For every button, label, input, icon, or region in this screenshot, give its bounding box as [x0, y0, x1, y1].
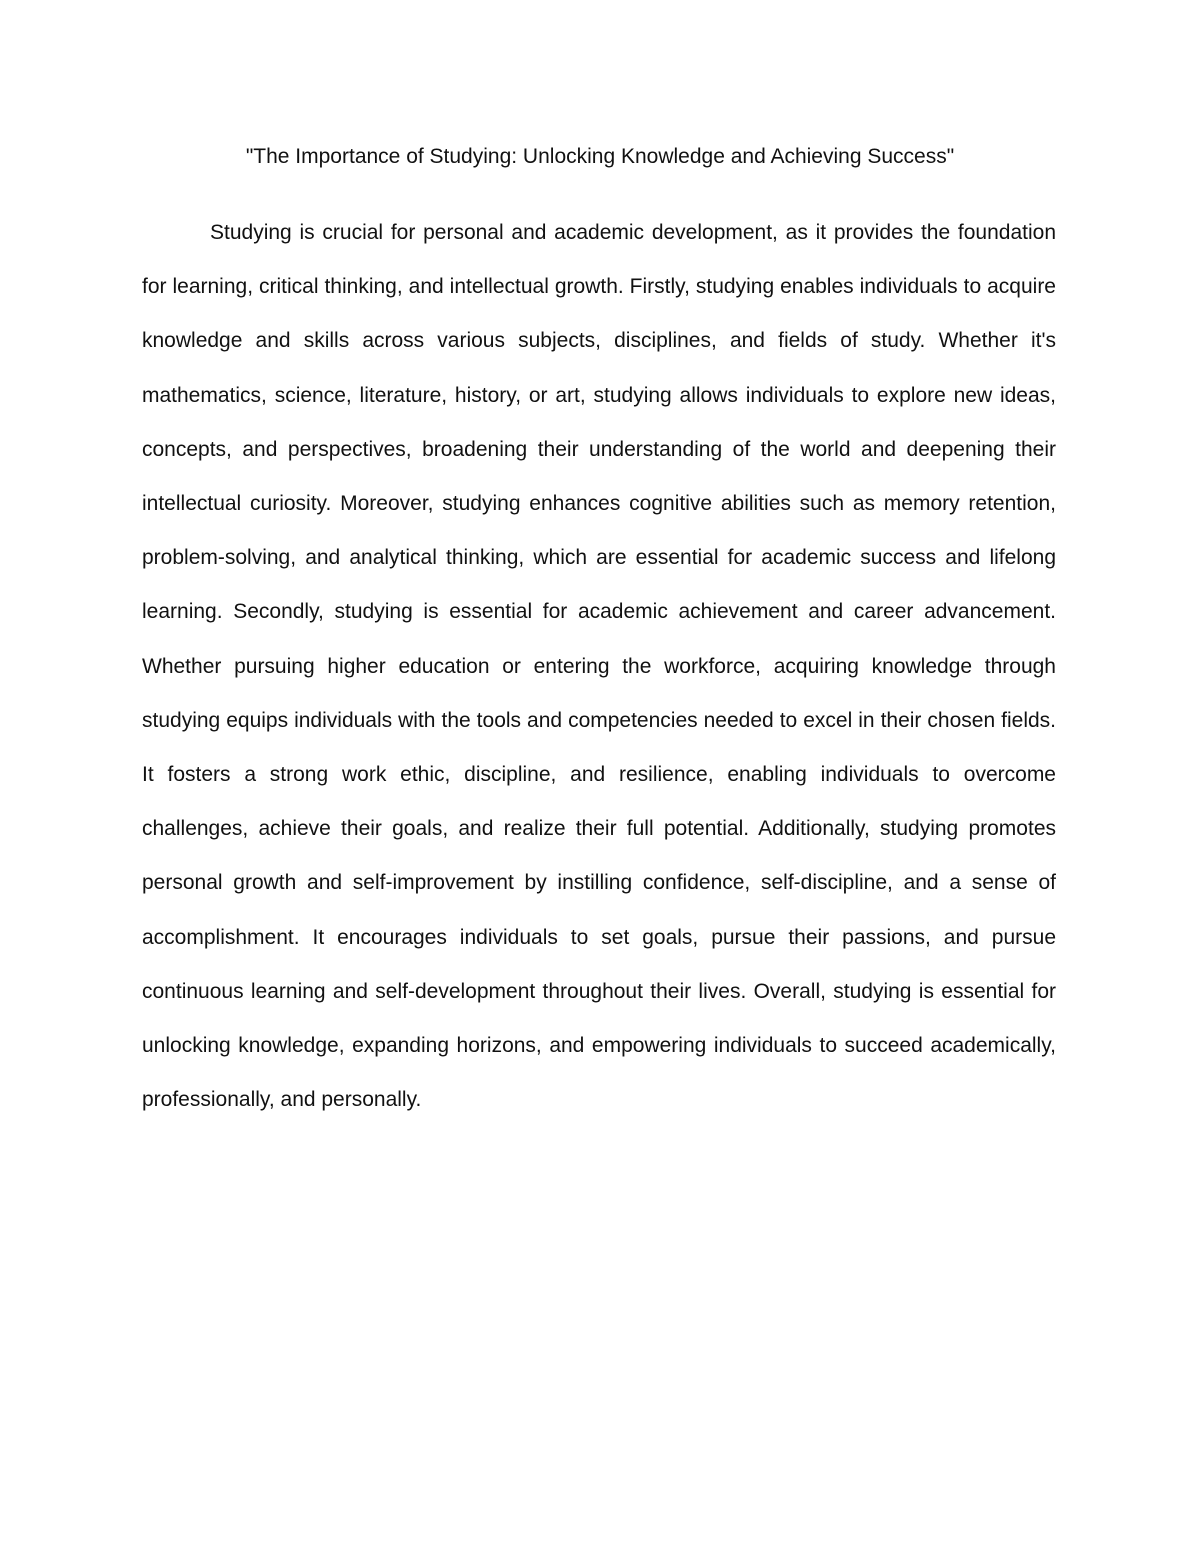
body-paragraph: Studying is crucial for personal and academic development, as it provides the foundation for learning, critical thinking, and intellectual growth. Firstly, studying enables individuals to acquire knowledge and skills across various subjects, disciplines, and fields of study. Whether it's mathematics, science, literature, history, or art, studying allows individuals to explore new ideas, concepts, and perspectives, broadening their understanding of the world and deepening their intellectual curiosity. Moreover, studying enhances cognitive abilities such as memory retention, problem-solving, and analytical thinking, which are essential for academic success and lifelong learning. Secondly, studying is essential for academic achievement and career advancement. Whether pursuing higher education or entering the workforce, acquiring knowledge through studying equips individuals with the tools and competencies needed to excel in their chosen fields. It fosters a strong work ethic, discipline, and resilience, enabling individuals to overcome challenges, achieve their goals, and realize their full potential. Additionally, studying promotes personal growth and self-improvement by instilling confidence, self-discipline, and a sense of accomplishment. It encourages individuals to set goals, pursue their passions, and pursue continuous learning and self-development throughout their lives. Overall, studying is essential for unlocking knowledge, expanding horizons, and empowering individuals to succeed academically, professionally, and personally. [142, 221, 1056, 1112]
document-title: "The Importance of Studying: Unlocking Knowledge and Achieving Success" [245, 145, 955, 168]
